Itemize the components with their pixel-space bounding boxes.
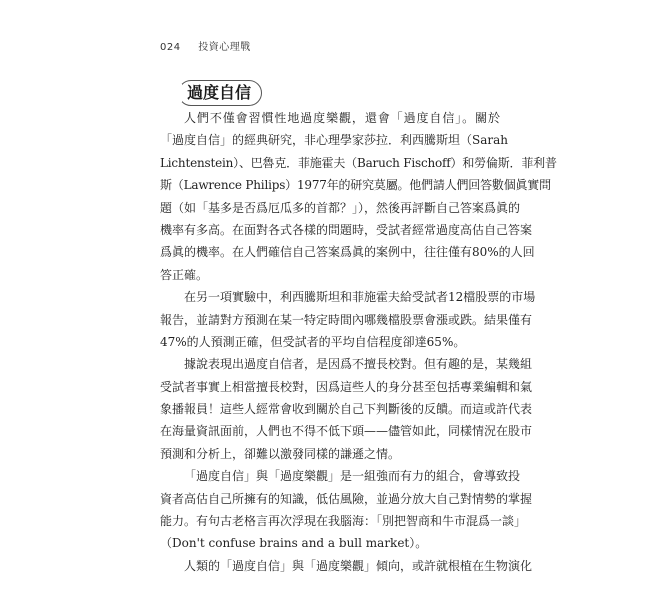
text-line: 「過度自信」與「過度樂觀」是一組強而有力的組合，會導致投 bbox=[184, 469, 521, 484]
running-header bbox=[160, 38, 251, 53]
text-line: 據說表現出過度自信者，是因爲不擅長校對。但有趣的是，某幾組 bbox=[184, 357, 533, 372]
text-line: 在另一項實驗中，利西騰斯坦和菲施霍夫給受試者12檔股票的市場 bbox=[184, 290, 536, 305]
book-title: 投資心理戰 bbox=[198, 42, 251, 53]
text-line: 爲眞的機率。在人們確信自己答案爲眞的案例中，往往僅有80%的人回 bbox=[160, 245, 535, 260]
body-text bbox=[160, 107, 557, 577]
text-line: 答正確。 bbox=[160, 267, 209, 282]
text-line: Lichtenstein）、巴魯克．菲施霍夫（Baruch Fischoff）和勞倫斯．菲利普 bbox=[160, 155, 557, 170]
text-line: （Don't confuse brains and a bull market）。 bbox=[160, 536, 428, 551]
section-title: 過度自信 bbox=[178, 80, 262, 106]
text-line: 象播報員！這些人經常會收到關於自己下判斷後的反饋。而這或許代表 bbox=[160, 402, 533, 417]
text-line: 人類的「過度自信」與「過度樂觀」傾向，或許就根植在生物演化 bbox=[184, 558, 533, 573]
text-line: 受試者事實上相當擅長校對，因爲這些人的身分甚至包括專業編輯和氣 bbox=[160, 379, 533, 394]
text-line: 人們不僅會習慣性地過度樂觀，還會「過度自信」。關於 bbox=[184, 111, 500, 125]
text-line: 斯（Lawrence Philips）1977年的研究莫屬。他們請人們回答數個眞實問 bbox=[160, 178, 551, 193]
text-line: 能力。有句古老格言再次浮現在我腦海：「別把智商和牛市混爲一談」 bbox=[160, 514, 527, 529]
text-line: 機率有多高。在面對各式各樣的問題時，受試者經常過度高估自己答案 bbox=[160, 222, 533, 237]
page-number: 024 bbox=[160, 42, 181, 53]
text-line: 「過度自信」的經典研究，非心理學家莎拉．利西騰斯坦（Sarah bbox=[160, 133, 508, 148]
text-line: 題（如「基多是否爲厄瓜多的首都？」），然後再評斷自己答案爲眞的 bbox=[160, 200, 521, 215]
text-line: 47%的人預測正確，但受試者的平均自信程度卻達65%。 bbox=[160, 334, 466, 349]
text-line: 在海量資訊面前，人們也不得不低下頭——儘管如此，同樣情況在股市 bbox=[160, 424, 533, 439]
text-line: 資者高估自己所擁有的知識，低估風險，並過分放大自己對情勢的掌握 bbox=[160, 491, 533, 506]
text-line: 報告，並請對方預測在某一特定時間內哪幾檔股票會漲或跌。結果僅有 bbox=[160, 312, 533, 327]
text-line: 預測和分析上，卻難以激發同樣的謙遜之情。 bbox=[160, 446, 401, 461]
